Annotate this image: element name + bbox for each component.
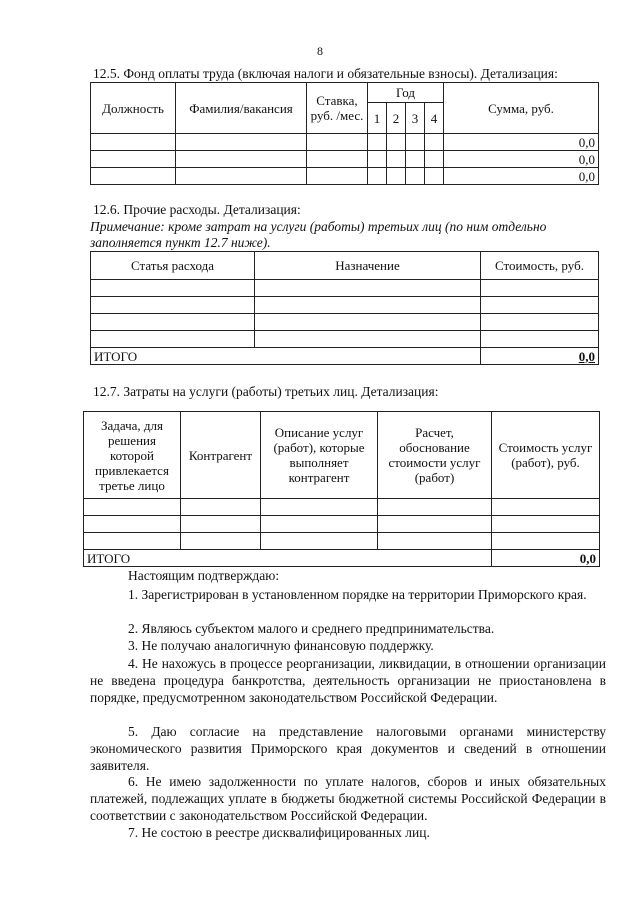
confirmation-item: 4. Не нахожусь в процессе реорганизации, ликвидации, в отношении организации не введена процедура банкротства, деятельность организации не приостановлена в порядке, предусмотренном законодательством Российской Федерации.	[90, 656, 606, 705]
header-sum: Сумма, руб.	[444, 83, 599, 134]
table-row	[91, 151, 599, 168]
payroll-table	[90, 82, 599, 185]
header-q2: 2	[387, 103, 406, 134]
total-value: 0,0	[492, 550, 600, 567]
table-row	[84, 533, 600, 550]
header-task: Задача, для решения которой привлекается третье лицо	[84, 412, 181, 499]
header-year: Год	[368, 83, 444, 103]
total-row	[91, 348, 599, 365]
section-12-6-title: 12.6. Прочие расходы. Детализация:	[93, 202, 301, 217]
header-purpose: Назначение	[255, 252, 481, 280]
table-row	[84, 516, 600, 533]
table-row	[91, 280, 599, 297]
confirmation-item: 2. Являюсь субъектом малого и среднего предпринимательства.	[128, 621, 495, 636]
third-party-services-table	[83, 411, 600, 567]
total-row	[84, 550, 600, 567]
confirmation-item: 3. Не получаю аналогичную финансовую поддержку.	[128, 638, 434, 653]
header-expense-item: Статья расхода	[91, 252, 255, 280]
header-name-vacancy: Фамилия/вакансия	[176, 83, 307, 134]
table-row	[91, 168, 599, 185]
table-row	[91, 314, 599, 331]
confirmation-item: 1. Зарегистрирован в установленном порядке на территории Приморского края.	[128, 587, 587, 602]
row-sum: 0,0	[444, 134, 599, 151]
section-12-5-title: 12.5. Фонд оплаты труда (включая налоги и обязательные взносы). Детализация:	[93, 66, 558, 81]
confirmation-intro: Настоящим подтверждаю:	[128, 568, 280, 583]
header-rate: Ставка, руб. /мес.	[307, 83, 368, 134]
total-value: 0,0	[481, 348, 599, 365]
header-calculation: Расчет, обоснование стоимости услуг (работ)	[378, 412, 492, 499]
page-number: 8	[317, 44, 323, 58]
header-service-description: Описание услуг (работ), которые выполняет контрагент	[261, 412, 378, 499]
table-row	[91, 134, 599, 151]
header-q1: 1	[368, 103, 387, 134]
header-service-cost: Стоимость услуг (работ), руб.	[492, 412, 600, 499]
total-label: ИТОГО	[84, 550, 492, 567]
header-position: Должность	[91, 83, 176, 134]
total-label: ИТОГО	[91, 348, 481, 365]
other-expenses-table	[90, 251, 599, 365]
header-cost: Стоимость, руб.	[481, 252, 599, 280]
header-q3: 3	[406, 103, 425, 134]
row-sum: 0,0	[444, 168, 599, 185]
header-contractor: Контрагент	[181, 412, 261, 499]
section-12-7-title: 12.7. Затраты на услуги (работы) третьих лиц. Детализация:	[93, 384, 439, 399]
table-row	[84, 499, 600, 516]
confirmation-item: 5. Даю согласие на представление налоговыми органами министерству экономического развития Приморского края документов и сведений в отношении заявителя.	[90, 724, 606, 773]
section-12-6-note-line1: Примечание: кроме затрат на услуги (работы) третьих лиц (по ним отдельно	[90, 219, 547, 234]
table-row	[91, 331, 599, 348]
table-row	[91, 297, 599, 314]
row-sum: 0,0	[444, 151, 599, 168]
confirmation-item: 6. Не имею задолженности по уплате налогов, сборов и иных обязательных платежей, подлежащих уплате в бюджеты бюджетной системы Российской Федерации в соответствии с законодательством Российской Федерации.	[90, 774, 606, 823]
section-12-6-note-line2: заполняется пункт 12.7 ниже).	[90, 235, 271, 250]
header-q4: 4	[425, 103, 444, 134]
confirmation-item: 7. Не состою в реестре дисквалифицированных лиц.	[128, 825, 430, 840]
